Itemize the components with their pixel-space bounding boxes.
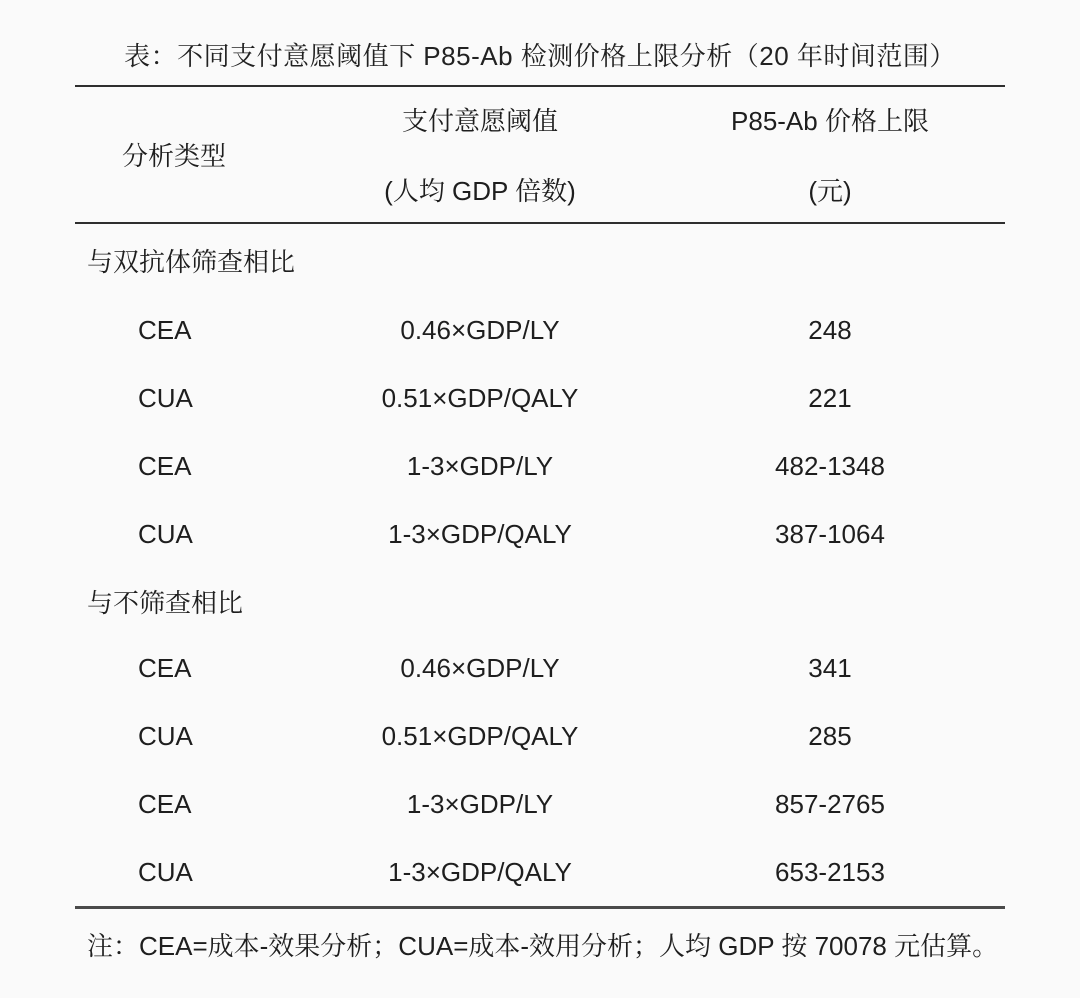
- table-row: [75, 702, 1005, 770]
- cell-threshold: 0.46×GDP/LY: [400, 652, 560, 683]
- section-header-vs-no-screening: [75, 568, 1005, 634]
- cell-price: 248: [808, 314, 852, 345]
- cell-analysis-type: CEA: [138, 652, 192, 683]
- column-header-threshold-line1: 支付意愿阈值: [401, 106, 558, 136]
- table-row: [75, 364, 1005, 432]
- cell-analysis-type: CEA: [138, 450, 192, 481]
- cell-price: 387-1064: [775, 518, 885, 549]
- cell-price: 857-2765: [775, 788, 885, 819]
- table-footnote: 注：CEA=成本-效果分析；CUA=成本-效用分析；人均 GDP 按 70078 元估算。: [87, 931, 999, 961]
- column-header-price-line1: P85-Ab 价格上限: [731, 106, 929, 136]
- table-container: [75, 0, 1005, 963]
- column-header-analysis-type: 分析类型: [122, 141, 227, 171]
- cell-analysis-type: CUA: [138, 856, 193, 887]
- cell-threshold: 1-3×GDP/LY: [406, 788, 554, 819]
- cell-price: 221: [808, 382, 852, 413]
- cell-price: 653-2153: [775, 856, 885, 887]
- table-row: [75, 770, 1005, 838]
- table-row: [75, 634, 1005, 702]
- table-title: 表：不同支付意愿阈值下 P85-Ab 检测价格上限分析（20 年时间范围）: [124, 41, 956, 71]
- section-label: 与双抗体筛查相比: [87, 246, 296, 277]
- cell-analysis-type: CUA: [138, 720, 193, 751]
- cell-analysis-type: CEA: [138, 788, 192, 819]
- cell-threshold: 1-3×GDP/QALY: [388, 518, 572, 549]
- cell-threshold: 0.51×GDP/QALY: [381, 720, 579, 751]
- cell-analysis-type: CUA: [138, 382, 193, 413]
- table-row: [75, 296, 1005, 364]
- cell-threshold: 0.51×GDP/QALY: [381, 382, 579, 413]
- section-label: 与不筛查相比: [87, 587, 244, 618]
- table-row: [75, 432, 1005, 500]
- cell-analysis-type: CUA: [138, 518, 193, 549]
- cell-price: 285: [808, 720, 852, 751]
- cell-threshold: 0.46×GDP/LY: [400, 314, 560, 345]
- cell-price: 341: [808, 652, 852, 683]
- cell-threshold: 1-3×GDP/LY: [406, 450, 554, 481]
- table-row: [75, 500, 1005, 568]
- cell-price: 482-1348: [775, 450, 885, 481]
- table-header-row: [75, 87, 1005, 222]
- column-header-price: [655, 87, 1005, 222]
- column-header-threshold: [305, 87, 655, 222]
- cell-threshold: 1-3×GDP/QALY: [388, 856, 572, 887]
- section-header-vs-dual-antibody: [75, 224, 1005, 296]
- table-row: [75, 838, 1005, 906]
- cell-analysis-type: CEA: [138, 314, 192, 345]
- column-header-price-line2: (元): [808, 176, 852, 206]
- column-header-threshold-line2: (人均 GDP 倍数): [384, 176, 576, 206]
